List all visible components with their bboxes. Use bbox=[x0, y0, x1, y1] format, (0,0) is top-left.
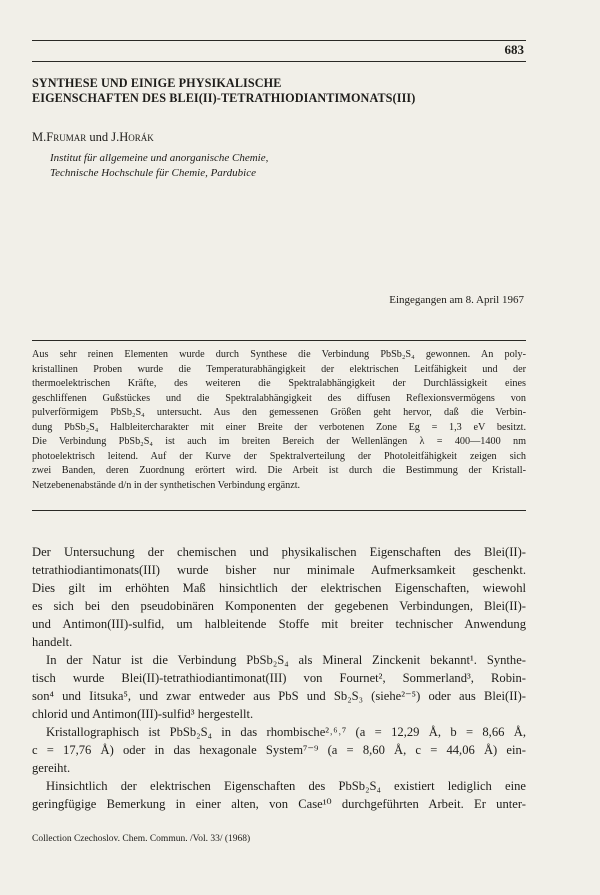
abstract-rule-top bbox=[32, 340, 526, 341]
body-line: tisch wurde Blei(II)-tetrathiodiantimonat(III) von Fournet², Sommerland³, Robin- bbox=[32, 671, 526, 685]
body-line: und Antimon(III)-sulfid, um halbleitende Stoffe mit breiter technischer Anwendung bbox=[32, 617, 526, 631]
body-line: handelt. bbox=[32, 635, 73, 649]
header-rule-lower bbox=[32, 61, 526, 62]
journal-footer: Collection Czechoslov. Chem. Commun. /Vol. 33/ (1968) bbox=[32, 834, 251, 844]
abstract-line: Die Verbindung PbSb₂S₄ ist auch im breiten Bereich der Wellenlängen λ = 400—1400 nm bbox=[32, 436, 526, 448]
body-line: son⁴ und Iitsuka⁵, und zwar entweder aus PbS und Sb₂S₃ (siehe²⁻⁵) oder aus Blei(II)- bbox=[32, 689, 526, 703]
body-line: Der Untersuchung der chemischen und physikalischen Eigenschaften des Blei(II)- bbox=[32, 545, 526, 559]
body-line: Kristallographisch ist PbSb₂S₄ in das rhombische²˒⁶˒⁷ (a = 12,29 Å, b = 8,66 Å, bbox=[46, 725, 526, 739]
body-line: Dies gilt im erhöhten Maß hinsichtlich der elektrischen Eigenschaften, wiewohl bbox=[32, 581, 526, 595]
abstract-line: geschliffenen Gußstückes und die Spektralabhängigkeit des diffusen Reflexionsvermögens von bbox=[32, 392, 526, 404]
abstract-line: photoelektrisch leitend. Auf der Kurve der Spektralverteilung der Photoleitfähigkeit zeigen sich bbox=[32, 450, 526, 462]
abstract-line: dung PbSb₂S₄ Halbleitercharakter mit einer Breite der verbotenen Zone Eg = 1,3 eV besitzt. bbox=[32, 421, 526, 433]
abstract-line: Netzebenenabstände d/n in der synthetischen Verbindung ergänzt. bbox=[32, 479, 301, 491]
page-number: 683 bbox=[504, 42, 524, 57]
article-title bbox=[32, 76, 532, 106]
abstract-line: Aus sehr reinen Elementen wurde durch Synthese die Verbindung PbSb₂S₄ gewonnen. An poly- bbox=[32, 349, 526, 360]
body-line: chlorid und Antimon(III)-sulfid³ hergestellt. bbox=[32, 707, 254, 721]
title-line: EIGENSCHAFTEN DES BLEI(II)-TETRATHIODIANTIMONATS(III) bbox=[32, 91, 416, 105]
body-text bbox=[32, 543, 526, 813]
body-line: In der Natur ist die Verbindung PbSb₂S₄ als Mineral Zinckenit bekannt¹. Synthe- bbox=[46, 653, 526, 667]
body-line: Hinsichtlich der elektrischen Eigenschaften des PbSb₂S₄ existiert lediglich eine bbox=[46, 779, 526, 793]
body-line: gereiht. bbox=[32, 761, 71, 775]
title-line: SYNTHESE UND EINIGE PHYSIKALISCHE bbox=[32, 76, 282, 90]
received-date: Eingegangen am 8. April 1967 bbox=[389, 294, 524, 306]
affiliation-line: Technische Hochschule für Chemie, Pardubice bbox=[50, 167, 257, 179]
authors bbox=[32, 130, 154, 145]
header-rule bbox=[32, 40, 526, 41]
author-initial: J. bbox=[111, 130, 120, 144]
abstract-line: kristallinen Proben wurde die Temperaturabhängigkeit der elektrischen Leitfähigkeit und der bbox=[32, 363, 526, 375]
body-line: c = 17,76 Å) oder in das hexagonale System⁷⁻⁹ (a = 8,60 Å, c = 44,06 Å) ein- bbox=[32, 743, 526, 757]
author-name: Horák bbox=[119, 130, 154, 144]
abstract-rule-bottom bbox=[32, 510, 526, 511]
author-name: Frumar bbox=[46, 130, 87, 144]
author-separator: und bbox=[86, 130, 112, 144]
abstract-line: zwei Banden, deren Zuordnung erörtert wird. Die Arbeit ist durch die Bestimmung der Kristall- bbox=[32, 465, 526, 477]
body-line: es sich bei den pseudobinären Komponenten der gegebenen Verbindungen, Blei(II)- bbox=[32, 599, 526, 613]
affiliation bbox=[50, 151, 268, 181]
author-initial: M. bbox=[32, 130, 47, 144]
abstract bbox=[32, 348, 526, 493]
abstract-line: thermoelektrischen Kräfte, des weiteren die Spektralabhängigkeit der Durchlässigkeit eines bbox=[32, 378, 526, 390]
abstract-line: pulverförmigem PbSb₂S₄ untersucht. Aus den gemessenen Größen geht hervor, daß die Verbin- bbox=[32, 407, 526, 419]
affiliation-line: Institut für allgemeine und anorganische Chemie, bbox=[50, 152, 269, 164]
body-line: tetrathiodiantimonats(III) wurde bisher nur minimale Aufmerksamkeit geschenkt. bbox=[32, 563, 526, 577]
body-line: geringfügige Bemerkung in einer alten, von Case¹⁰ durchgeführten Arbeit. Er unter- bbox=[32, 797, 526, 811]
